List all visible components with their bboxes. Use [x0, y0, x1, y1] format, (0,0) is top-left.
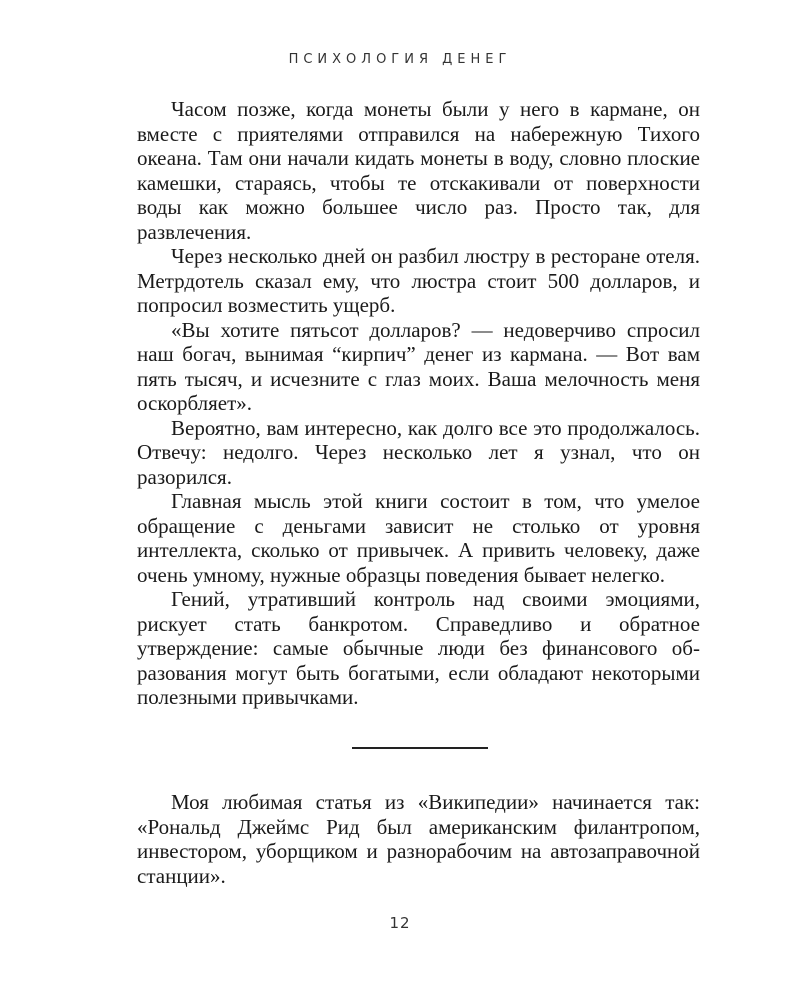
- second-text-block: [137, 790, 700, 888]
- paragraph: Моя любимая статья из «Википедии» начинается так: «Рональд Джеймс Рид был американским филантропом, инвестором, уборщиком и разнорабочим на автозаправочной станции».: [137, 790, 700, 888]
- main-text-block: [137, 97, 700, 710]
- paragraph: «Вы хотите пятьсот долларов? — недоверчиво спросил наш богач, вынимая “кирпич” денег из кармана. — Вот вам пять тысяч, и исчезните с глаз моих. Ваша мелочность меня оскорбляет».: [137, 317, 700, 415]
- paragraph: Часом позже, когда монеты были у него в кармане, он вместе с приятелями отправился на набережную Тихого океана. Там они начали кидать монеты в воду, словно плоские камешки, стараясь, чтобы те отскакивали от поверхности воды как можно большее число раз. Просто так, для развлечения.: [137, 97, 700, 244]
- section-divider: [352, 747, 488, 749]
- running-head: ПСИХОЛОГИЯ ДЕНЕГ: [288, 52, 512, 67]
- paragraph: Гений, утративший контроль над своими эмоциями, рискует стать банкротом. Справедливо и обратное утверждение: самые обычные люди без финансового образования могут быть богатыми, если обладают некоторыми полезными привычками.: [137, 587, 700, 709]
- paragraph: Вероятно, вам интересно, как долго все это продолжалось. Отвечу: недолго. Через несколько лет я узнал, что он разорился.: [137, 415, 700, 489]
- paragraph: Главная мысль этой книги состоит в том, что умелое обращение с деньгами зависит не столько от уровня интеллекта, сколько от привычек. А привить человеку, даже очень умному, нужные образцы поведения бывает нелегко.: [137, 489, 700, 587]
- paragraph: Через несколько дней он разбил люстру в ресторане отеля. Метрдотель сказал ему, что люстра стоит 500 долларов, и попросил возместить ущерб.: [137, 244, 700, 317]
- page-number: 12: [389, 914, 411, 932]
